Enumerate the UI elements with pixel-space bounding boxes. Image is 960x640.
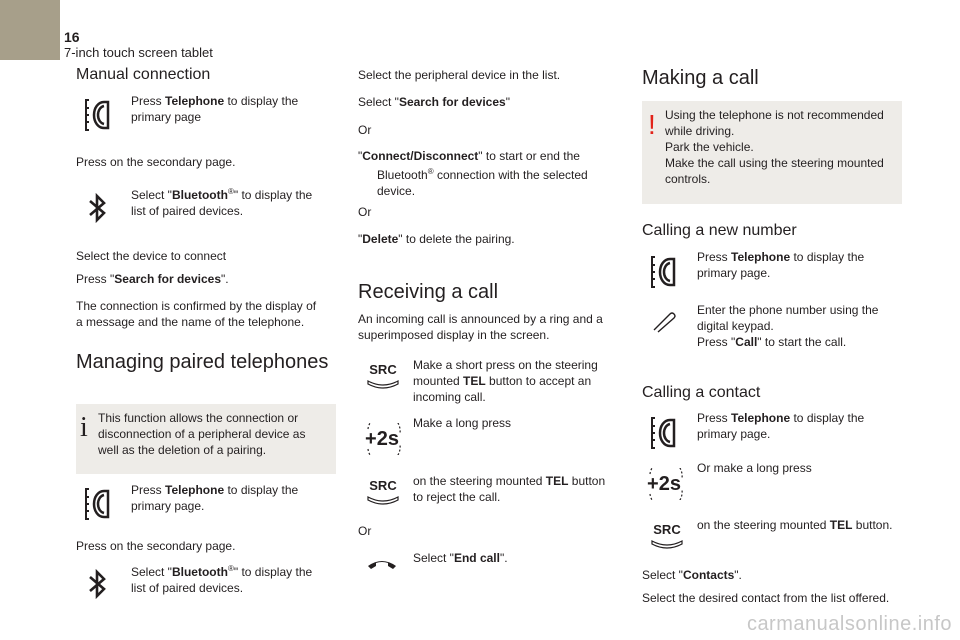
info-box — [76, 404, 336, 474]
or-text-1: Or — [358, 123, 372, 137]
connect-disconnect-text: "Connect/Disconnect" to start or end the Bluetooth® connection with the selected device. — [358, 149, 588, 198]
end-call-icon — [365, 556, 399, 572]
page-number: 16 — [64, 29, 80, 45]
src-button-icon: SRC — [364, 478, 402, 506]
bluetooth-icon — [86, 568, 110, 600]
search-for-devices-text: Press "Search for devices". — [76, 272, 229, 286]
telephone-icon — [649, 415, 679, 451]
telephone-icon — [83, 486, 113, 522]
steering-tel-text: on the steering mounted TEL button. — [697, 518, 893, 532]
page-tab — [0, 0, 60, 60]
or-text-3: Or — [358, 524, 372, 538]
warning-text: Using the telephone is not recommended while driving. Park the vehicle. Make the call using the steering mounted controls. — [665, 108, 884, 186]
tap-finger-icon — [650, 306, 678, 334]
press-telephone-text-3: Press Telephone to display the primary page. — [697, 250, 865, 280]
select-peripheral-text: Select the peripheral device in the list. — [358, 68, 561, 82]
long-press-2s-icon: +2s — [360, 423, 404, 455]
watermark: carmanualsonline.info — [746, 613, 952, 635]
select-end-call-text: Select "End call". — [413, 551, 508, 565]
or-long-press-text: Or make a long press — [697, 461, 812, 475]
select-contact-from-list-text: Select the desired contact from the list offered. — [642, 591, 890, 605]
select-bluetooth-text-2: Select "Bluetooth®" to display the list of paired devices. — [131, 564, 313, 595]
info-text: This function allows the connection or disconnection of a peripheral device as well as the deletion of a pairing. — [98, 411, 306, 457]
connection-confirmed-text: The connection is confirmed by the display of a message and the name of the telephone. — [76, 299, 317, 329]
secondary-page-text-2: Press on the secondary page. — [76, 539, 236, 553]
bluetooth-icon — [86, 192, 110, 224]
or-text-2: Or — [358, 205, 372, 219]
calling-contact-heading: Calling a contact — [642, 384, 761, 401]
press-telephone-text-2: Press Telephone to display the primary page. — [131, 483, 299, 513]
section-title: 7-inch touch screen tablet — [64, 45, 213, 60]
warning-icon: ! — [648, 109, 656, 140]
telephone-icon — [83, 97, 113, 133]
reject-call-text: on the steering mounted TEL button to reject the call. — [413, 474, 606, 504]
calling-new-number-heading: Calling a new number — [642, 222, 797, 239]
delete-pairing-text: "Delete" to delete the pairing. — [358, 232, 515, 246]
src-button-icon: SRC — [648, 522, 686, 550]
select-device-text: Select the device to connect — [76, 249, 227, 263]
enter-number-text: Enter the phone number using the digital keypad. Press "Call" to start the call. — [697, 303, 879, 349]
long-press-2s-icon: +2s — [642, 468, 686, 500]
receiving-call-heading: Receiving a call — [358, 281, 499, 303]
incoming-call-text: An incoming call is announced by a ring and a superimposed display in the screen. — [358, 312, 603, 342]
telephone-icon — [649, 254, 679, 290]
select-search-devices-text: Select "Search for devices" — [358, 95, 510, 109]
managing-paired-heading: Managing paired telephones — [76, 351, 329, 373]
press-telephone-text-1: Press Telephone to display the primary page — [131, 94, 299, 124]
warning-box — [642, 101, 902, 204]
select-contacts-text: Select "Contacts". — [642, 568, 742, 582]
select-bluetooth-text-1: Select "Bluetooth®" to display the list of paired devices. — [131, 187, 313, 218]
press-telephone-text-4: Press Telephone to display the primary page. — [697, 411, 865, 441]
manual-connection-heading: Manual connection — [76, 66, 211, 83]
long-press-text: Make a long press — [413, 416, 512, 430]
secondary-page-text-1: Press on the secondary page. — [76, 155, 236, 169]
making-call-heading: Making a call — [642, 67, 759, 89]
info-icon: i — [80, 412, 88, 443]
short-press-text: Make a short press on the steering mounted TEL button to accept an incoming call. — [413, 358, 598, 404]
src-button-icon: SRC — [364, 362, 402, 390]
